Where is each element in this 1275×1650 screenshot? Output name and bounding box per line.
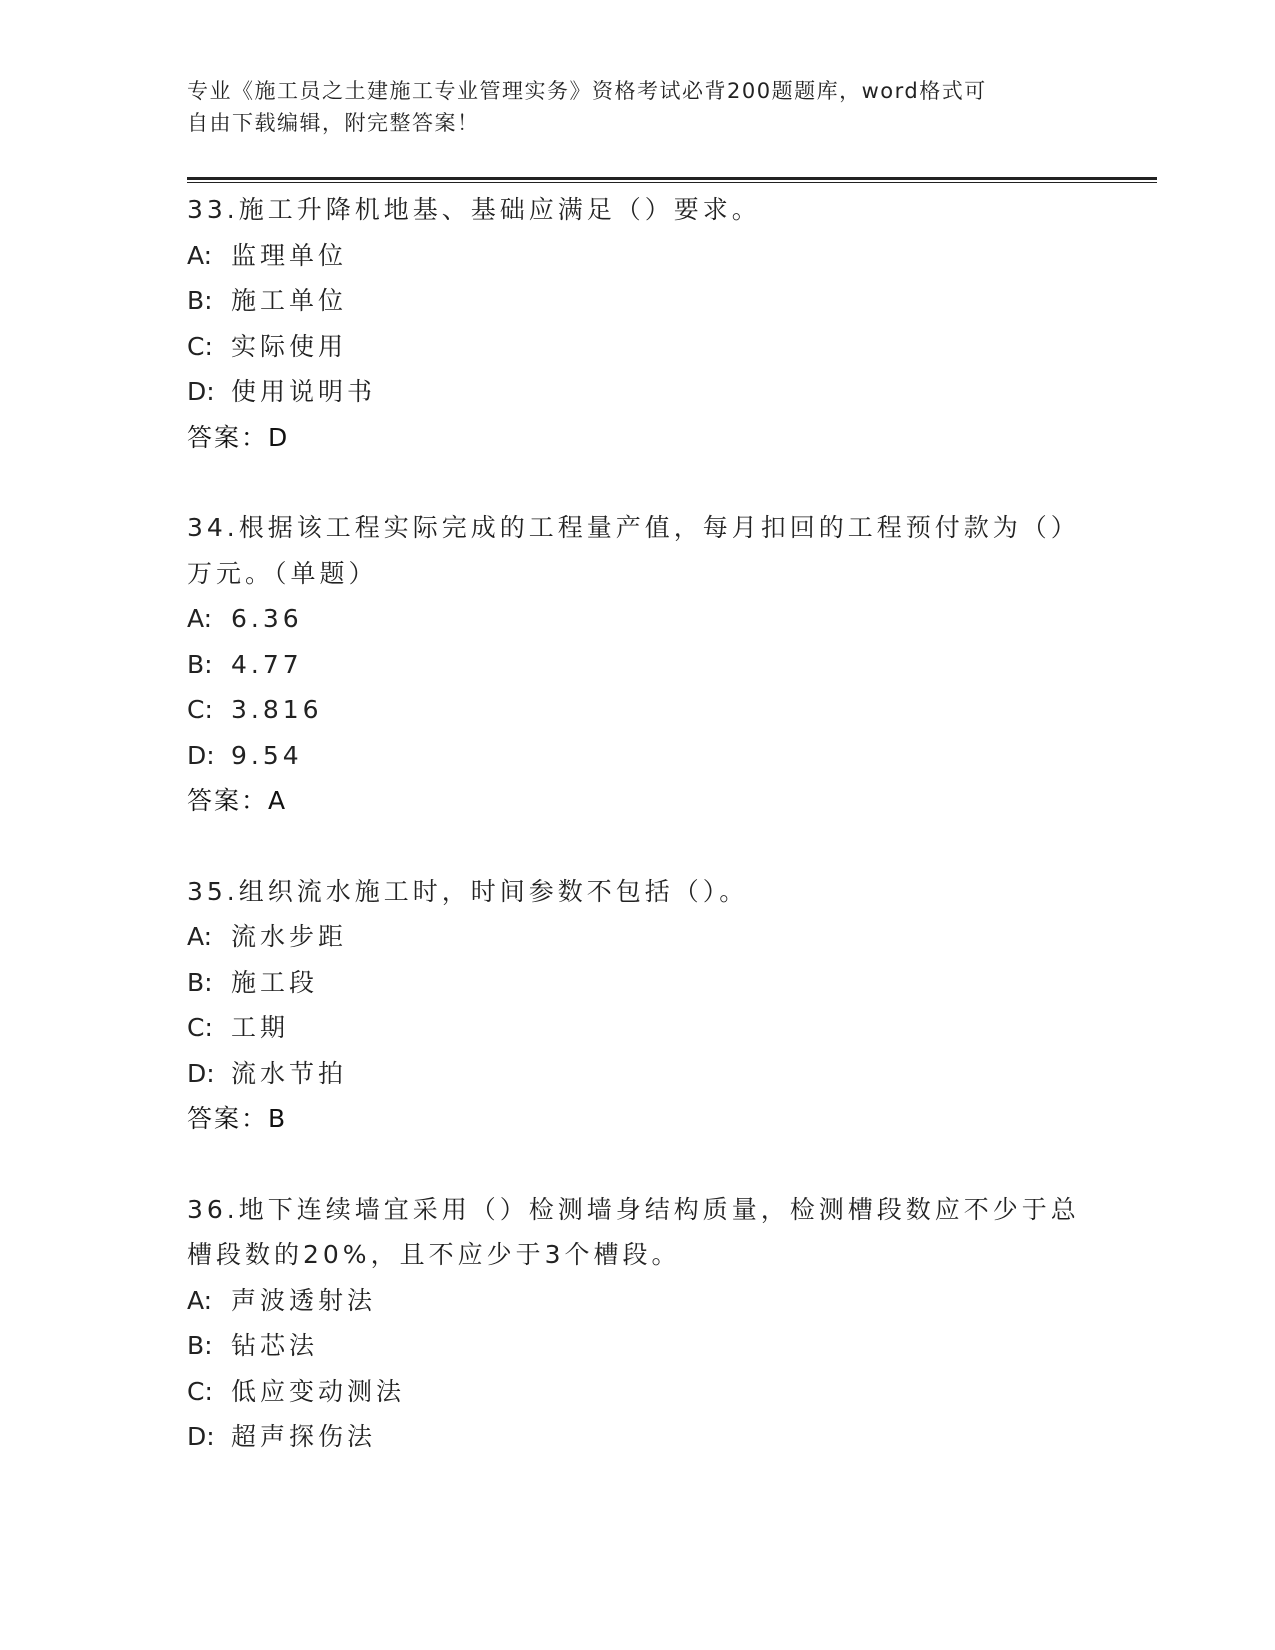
header-divider-thin [187, 182, 1157, 183]
option-key: D: [187, 740, 215, 770]
question-stem: 35.组织流水施工时，时间参数不包括（）。 [187, 876, 749, 906]
option-text: 流水步距 [231, 922, 348, 951]
question-35 [187, 869, 1087, 1142]
option-text: 钻芯法 [231, 1331, 319, 1360]
option-key: C: [187, 1376, 213, 1406]
option-key: A: [187, 604, 213, 633]
option-a [187, 596, 1087, 642]
question-stem-continued: 槽段数的20%，且不应少于3个槽段。 [187, 1240, 681, 1269]
question-33 [187, 187, 1087, 460]
option-b [187, 642, 1087, 688]
answer-label: 答案：A [187, 786, 288, 815]
answer-label: 答案：D [187, 422, 290, 452]
option-key: C: [187, 331, 213, 361]
option-text: 施工单位 [231, 286, 348, 315]
option-text: 6.36 [231, 604, 303, 633]
question-stem-continued: 万元。（单题） [187, 558, 378, 588]
question-stem: 36.地下连续墙宜采用（）检测墙身结构质量，检测槽段数应不少于总 [187, 1194, 1080, 1224]
option-text: 9.54 [231, 740, 303, 770]
option-d [187, 1051, 1087, 1097]
option-text: 声波透射法 [231, 1285, 377, 1315]
header-divider-thick [187, 177, 1157, 180]
option-text: 使用说明书 [231, 377, 377, 406]
option-d [187, 733, 1087, 779]
question-list [187, 187, 1087, 1505]
option-text: 低应变动测法 [231, 1376, 406, 1406]
option-text: 3.816 [231, 695, 323, 724]
option-key: B: [187, 649, 213, 679]
question-36 [187, 1187, 1087, 1460]
question-stem: 34.根据该工程实际完成的工程量产值，每月扣回的工程预付款为（） [187, 513, 1080, 542]
option-c [187, 687, 1087, 733]
document-page [187, 0, 1157, 1650]
option-c [187, 1369, 1087, 1415]
option-key: A: [187, 1285, 213, 1315]
option-text: 施工段 [231, 967, 319, 997]
option-d [187, 1414, 1087, 1460]
option-text: 流水节拍 [231, 1058, 348, 1088]
question-stem: 33.施工升降机地基、基础应满足（）要求。 [187, 195, 761, 224]
option-text: 工期 [231, 1013, 290, 1042]
option-key: B: [187, 286, 213, 315]
option-key: B: [187, 967, 213, 997]
option-text: 超声探伤法 [231, 1422, 377, 1451]
header-title-line-1: 专业《施工员之土建施工专业管理实务》资格考试必背200题题库，word格式可 [187, 79, 987, 103]
document-header [187, 75, 1067, 139]
option-c [187, 1005, 1087, 1051]
option-a [187, 233, 1087, 279]
answer-label: 答案：B [187, 1104, 288, 1133]
option-b [187, 960, 1087, 1006]
option-text: 4.77 [231, 649, 303, 679]
option-text: 实际使用 [231, 331, 348, 361]
option-b [187, 1323, 1087, 1369]
option-key: A: [187, 922, 213, 951]
option-key: D: [187, 1422, 215, 1451]
option-key: A: [187, 240, 213, 270]
option-key: D: [187, 1058, 215, 1088]
option-key: C: [187, 1013, 213, 1042]
option-c [187, 324, 1087, 370]
option-key: B: [187, 1331, 213, 1360]
header-title-line-2: 自由下载编辑，附完整答案！ [187, 111, 480, 135]
option-key: D: [187, 377, 215, 406]
option-key: C: [187, 695, 213, 724]
option-text: 监理单位 [231, 240, 348, 270]
option-b [187, 278, 1087, 324]
question-34 [187, 505, 1087, 824]
option-d [187, 369, 1087, 415]
option-a [187, 914, 1087, 960]
option-a [187, 1278, 1087, 1324]
